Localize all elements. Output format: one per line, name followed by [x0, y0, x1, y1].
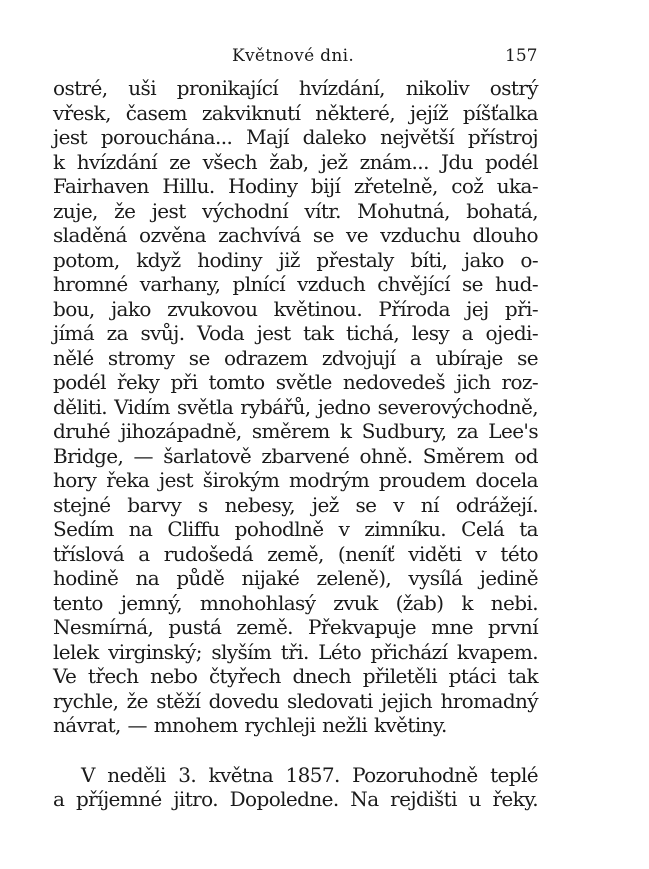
text-line: tříslová a rudošedá země, (neníť viděti v této — [53, 541, 538, 566]
body-text — [53, 76, 538, 812]
text-line: stejné barvy s nebesy, jež se v ní odrážejí. — [53, 492, 538, 517]
text-line: Bridge, — šarlatově zbarvené ohně. Směrem od — [53, 443, 538, 468]
text-line: děliti. Vidím světla rybářů, jedno severovýchodně, — [53, 394, 538, 419]
text-line: Ve třech nebo čtyřech dnech přiletěli ptáci tak — [53, 664, 538, 688]
text-line: sladěná ozvěna zachvívá se ve vzduchu dlouho — [53, 223, 538, 247]
text-line: návrat, — mnohem rychleji nežli květiny. — [53, 713, 447, 737]
text-line: tento jemný, mnohohlasý zvuk (žab) k nebi. — [53, 590, 538, 615]
text-line: hory řeka jest širokým modrým proudem docela — [53, 468, 538, 492]
text-line: druhé jihozápadně, směrem k Sudbury, za Lee's — [53, 419, 538, 443]
text-line: lelek virginský; slyším tři. Léto přichází kvapem. — [53, 639, 538, 664]
paragraph — [53, 76, 538, 738]
text-line: potom, když hodiny již přestaly bíti, jako o- — [53, 247, 538, 272]
paragraph-gap — [53, 738, 538, 763]
text-line: Fairhaven Hillu. Hodiny bijí zřetelně, což uka- — [53, 174, 538, 198]
text-line: k hvízdání ze všech žab, jež znám... Jdu podél — [53, 149, 538, 174]
page-number: 157 — [505, 46, 538, 66]
text-line: Sedím na Cliffu pohodlně v zimníku. Celá ta — [53, 517, 538, 541]
text-line: a příjemné jitro. Dopoledne. Na rejdišti u řeky. — [53, 787, 538, 811]
text-line: V neděli 3. května 1857. Pozoruhodně teplé — [81, 762, 538, 787]
text-line: ostré, uši pronikající hvízdání, nikoliv ostrý — [53, 76, 538, 100]
text-line: jímá za svůj. Voda jest tak tichá, lesy a ojedi- — [53, 321, 538, 345]
text-line: jest porouchána... Mají daleko největší přístroj — [53, 125, 538, 149]
text-line: zuje, že jest východní vítr. Mohutná, bohatá, — [53, 198, 538, 223]
text-line: hodině na půdě nijaké zeleně), vysílá jedině — [53, 566, 538, 590]
text-line: rychle, že stěží dovedu sledovati jejich hromadný — [53, 688, 538, 713]
text-line: hromné varhany, plnící vzduch chvějící se hud- — [53, 272, 538, 296]
text-line: vřesk, časem zakviknutí některé, jejíž píšťalka — [53, 100, 538, 125]
paragraph — [53, 763, 538, 812]
text-line: podél řeky při tomto světle nedovedeš jich roz- — [53, 370, 538, 394]
running-head: Květnové dni. — [232, 46, 355, 66]
text-line: Nesmírná, pustá země. Překvapuje mne první — [53, 615, 538, 639]
text-line: nělé stromy se odrazem zdvojují a ubíraje se — [53, 345, 538, 370]
text-line: bou, jako zvukovou květinou. Příroda jej při- — [53, 296, 538, 321]
